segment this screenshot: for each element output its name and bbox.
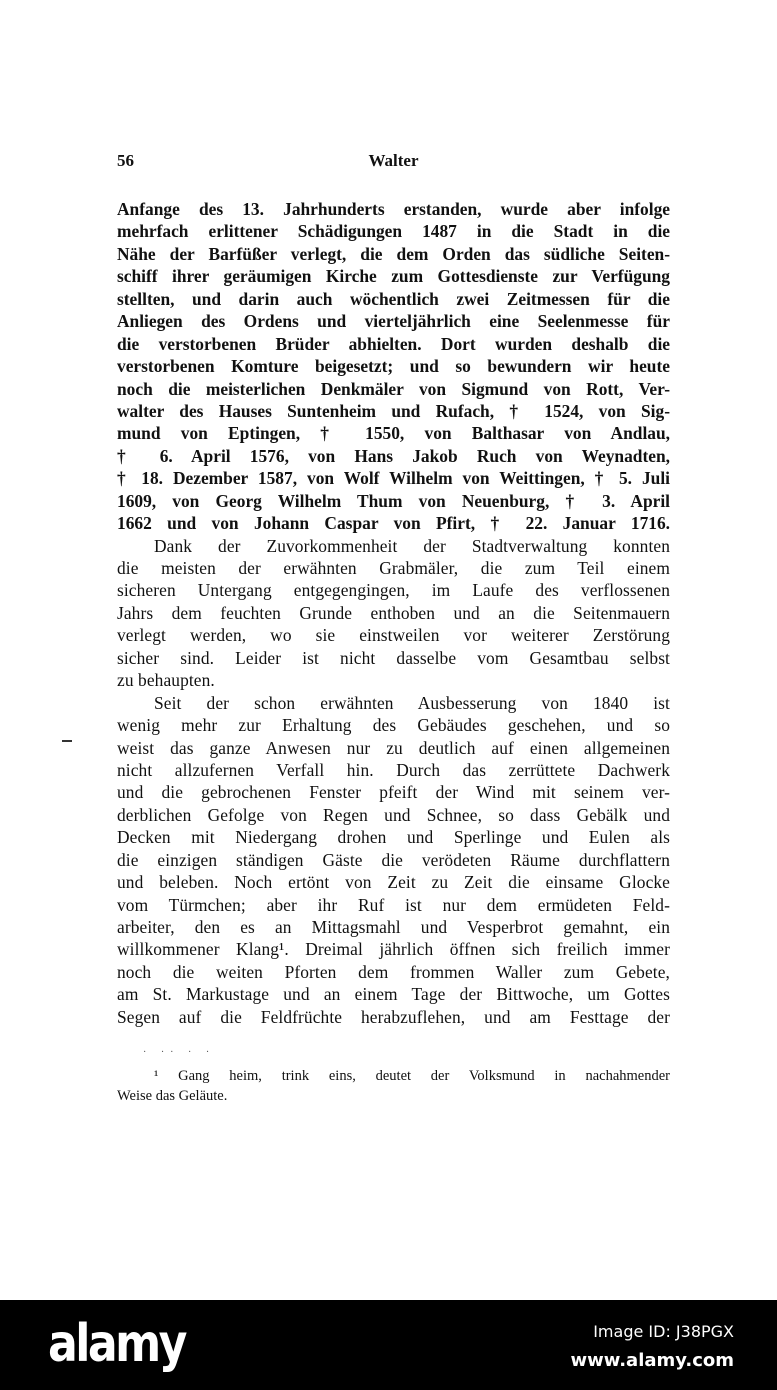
body-text [117,198,670,1028]
text-line: Segen auf die Feldfrüchte herabzuflehen, und am Festtage der [117,1006,670,1027]
text-line: mund von Eptingen, † 1550, von Balthasar von Andlau, [117,423,670,444]
text-line: noch die weiten Pforten dem frommen Waller zum Gebete, [117,961,670,982]
text-line: Seit der schon erwähnten Ausbesserung von 1840 ist [154,692,670,713]
text-line: und beleben. Noch ertönt von Zeit zu Zeit die einsame Glocke [117,872,670,893]
text-line: und die gebrochenen Fenster pfeift der Wind mit seinem ver- [117,782,670,803]
text-line: Nähe der Barfüßer verlegt, die dem Orden das südliche Seiten- [117,243,670,264]
text-line: 1662 und von Johann Caspar von Pfirt, † 22. Januar 1716. [117,513,670,534]
text-line: stellten, und darin auch wöchentlich zwei Zeitmessen für die [117,288,670,309]
text-line: Dank der Zuvorkommenheit der Stadtverwaltung konnten [154,535,670,556]
text-line: die meisten der erwähnten Grabmäler, die zum Teil einem [117,558,670,578]
text-line: zu behaupten. [117,670,215,691]
watermark-bar [0,1300,777,1390]
text-line: nicht allzufernen Verfall hin. Durch das zerrüttete Dachwerk [117,759,670,780]
text-line: sicheren Untergang entgegengingen, im Laufe des verflossenen [117,580,670,601]
running-header [117,151,670,175]
text-line: arbeiter, den es an Mittagsmahl und Vesperbrot gemahnt, ein [117,917,670,937]
margin-mark [62,740,72,742]
text-line: willkommener Klang¹. Dreimal jährlich öffnen sich freilich immer [117,939,670,960]
text-line: walter des Hauses Suntenheim und Rufach, † 1524, von Sig- [117,400,670,421]
text-line: Decken mit Niedergang drohen und Sperlinge und Eulen als [117,827,670,848]
paragraph [117,198,670,535]
paragraph [117,535,670,692]
text-line: derblichen Gefolge von Regen und Schnee, so dass Gebälk und [117,804,670,825]
footnote-line: ¹ Gang heim, trink eins, deutet der Volksmund in nachahmender [154,1068,670,1084]
image-id: Image ID: J38PGX [593,1322,734,1341]
scan-specks: · ·· · · [143,1047,216,1058]
text-line: verlegt werden, wo sie einstweilen vor weiterer Zerstörung [117,625,670,646]
text-line: vom Türmchen; aber ihr Ruf ist nur dem ermüdeten Feld- [117,894,670,915]
text-line: die verstorbenen Brüder abhielten. Dort wurden deshalb die [117,333,670,354]
text-line: die einzigen ständigen Gäste die verödeten Räume durchflattern [117,849,670,870]
text-line: verstorbenen Komture beigesetzt; und so bewundern wir heute [117,356,670,377]
text-line: † 18. Dezember 1587, von Wolf Wilhelm von Weittingen, † 5. Juli [117,468,670,489]
text-line: Jahrs dem feuchten Grunde enthoben und an die Seitenmauern [117,602,670,623]
text-line: 1609, von Georg Wilhelm Thum von Neuenburg, † 3. April [117,490,670,511]
text-line: † 6. April 1576, von Hans Jakob Ruch von Weynadten, [117,445,670,466]
paragraph [117,692,670,1029]
text-line: noch die meisterlichen Denkmäler von Sigmund von Rott, Ver- [117,378,670,399]
text-line: Anliegen des Ordens und vierteljährlich eine Seelenmesse für [117,311,670,332]
text-line: am St. Markustage und an einem Tage der Bittwoche, um Gottes [117,984,670,1005]
footnote-line: Weise das Geläute. [117,1088,228,1104]
footnote [117,1066,670,1106]
text-line: mehrfach erlittener Schädigungen 1487 in die Stadt in die [117,221,670,242]
text-line: Anfange des 13. Jahrhunderts erstanden, wurde aber infolge [117,199,670,219]
page-number: 56 [117,151,134,170]
alamy-logo: alamy [48,1314,185,1374]
running-title: Walter [368,151,419,170]
text-line: sicher sind. Leider ist nicht dasselbe vom Gesamtbau selbst [117,647,670,668]
text-line: wenig mehr zur Erhaltung des Gebäudes geschehen, und so [117,715,670,736]
text-line: schiff ihrer geräumigen Kirche zum Gottesdienste zur Verfügung [117,266,670,287]
website-link[interactable]: www.alamy.com [570,1350,734,1371]
text-line: weist das ganze Anwesen nur zu deutlich auf einen allgemeinen [117,737,670,758]
